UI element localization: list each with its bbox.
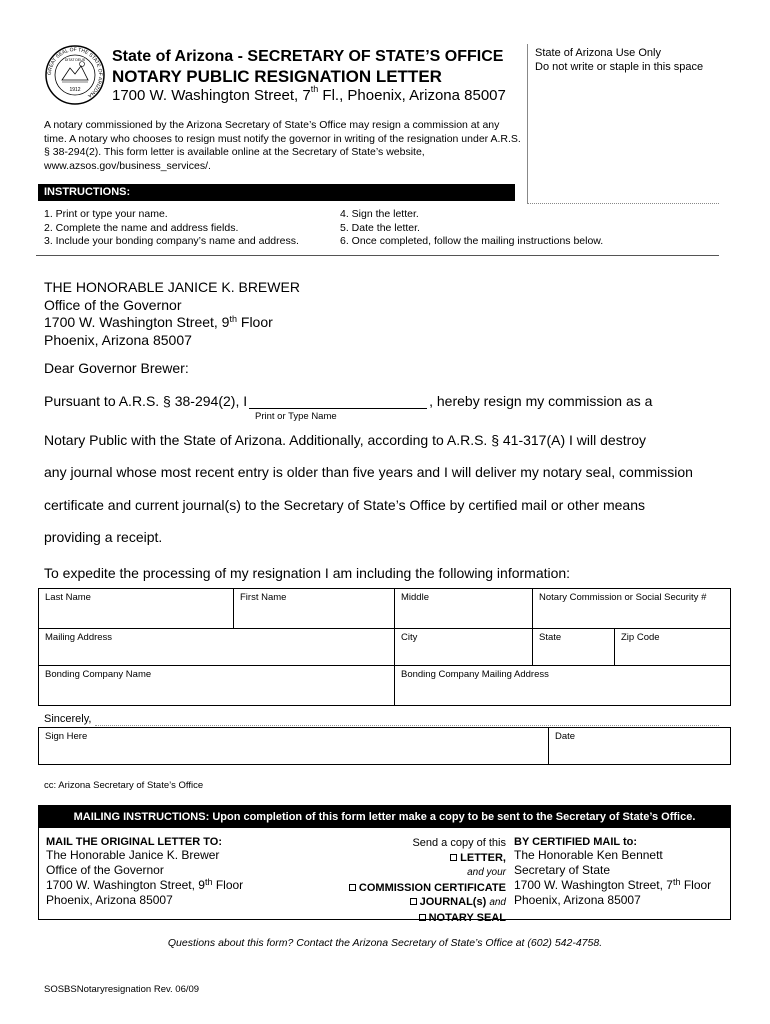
zip-code-field[interactable]: Zip Code (621, 632, 660, 643)
use-only-divider (527, 44, 528, 204)
commission-certificate-checkbox[interactable] (349, 884, 356, 891)
mail-original-to: MAIL THE ORIGINAL LETTER TO: The Honorable Janice K. Brewer Office of the Governor 1700 W. Washington Street, 9th Floor Phoenix, Arizona 85007 (46, 836, 244, 907)
svg-text:1912: 1912 (69, 87, 81, 93)
instruction-item: 4. Sign the letter. (340, 208, 419, 220)
letter-checkbox[interactable] (450, 854, 457, 861)
letter-line-5: providing a receipt. (44, 529, 163, 545)
mailing-instructions-bar: MAILING INSTRUCTIONS: Upon completion of this form letter make a copy to be sent to the Secretary of State’s Office. (39, 806, 730, 828)
letter-line-6: To expedite the processing of my resignation I am including the following information: (44, 565, 571, 581)
salutation: Dear Governor Brewer: (44, 360, 189, 376)
bonding-company-name-field[interactable]: Bonding Company Name (39, 666, 395, 705)
form-revision: SOSBSNotaryresignation Rev. 06/09 (44, 984, 200, 995)
intro-paragraph: A notary commissioned by the Arizona Secretary of State’s Office may resign a commission at any time. A notary who chooses to resign must notify the governor in writing of the resignation under A.R.S. § 38-294(2). This form letter is available online at the Secretary of State’s website, www.azsos.gov/business_services/. (44, 119, 521, 172)
commission-number-field[interactable]: Notary Commission or Social Security # (539, 592, 707, 603)
signature-row (38, 727, 731, 765)
sincerely-rule (95, 725, 719, 726)
letter-line-2: Notary Public with the State of Arizona. Additionally, according to A.R.S. § 41-317(A) I will destroy (44, 432, 647, 448)
svg-text:DITAT DEUS: DITAT DEUS (64, 58, 86, 62)
sincerely-label: Sincerely, (44, 713, 92, 725)
instruction-item: 5. Date the letter. (340, 221, 420, 234)
letter-line-3: any journal whose most recent entry is older than five years and I will deliver my notary seal, commission (44, 464, 693, 480)
instruction-item: 2. Complete the name and address fields. (44, 221, 239, 234)
letter-line-1: Pursuant to A.R.S. § 38-294(2), I , hereby resign my commission as a (44, 393, 653, 409)
svg-text:GREAT SEAL OF THE STATE OF ARI: GREAT SEAL OF THE STATE OF ARIZONA (46, 46, 104, 99)
last-name-field[interactable]: Last Name (39, 589, 234, 628)
state-use-only-box: State of Arizona Use Only Do not write or staple in this space (535, 47, 704, 73)
instructions-left (44, 208, 299, 249)
bonding-company-address-field[interactable]: Bonding Company Mailing Address (401, 669, 549, 680)
office-address: 1700 W. Washington Street, 7th Fl., Phoenix, Arizona 85007 (112, 84, 506, 104)
state-office-title: State of Arizona - SECRETARY OF STATE’S OFFICE (112, 48, 504, 65)
cc-line: cc: Arizona Secretary of State’s Office (44, 780, 204, 791)
letter-line-4: certificate and current journal(s) to the Secretary of State’s Office by certified mail or other means (44, 497, 645, 513)
info-table (38, 588, 731, 706)
city-field[interactable]: City (395, 629, 533, 665)
instruction-item: 6. Once completed, follow the mailing instructions below. (340, 235, 604, 247)
instructions-right (340, 208, 603, 249)
notary-seal-checkbox[interactable] (419, 914, 426, 921)
form-title: NOTARY PUBLIC RESIGNATION LETTER (112, 67, 442, 86)
section-divider (36, 255, 719, 256)
mailing-address-field[interactable]: Mailing Address (39, 629, 395, 665)
arizona-state-seal (44, 44, 106, 106)
name-input-line[interactable] (249, 395, 427, 409)
state-field[interactable]: State (533, 629, 615, 665)
date-field[interactable]: Date (555, 731, 576, 742)
instructions-heading: INSTRUCTIONS: (38, 184, 515, 201)
certified-mail-to: BY CERTIFIED MAIL to: The Honorable Ken Bennett Secretary of State 1700 W. Washington Street, 7th Floor Phoenix, Arizona 85007 (514, 836, 712, 907)
use-only-bottom-rule (527, 203, 719, 204)
journal-checkbox[interactable] (410, 898, 417, 905)
copy-checklist: Send a copy of this LETTER, and your COMMISSION CERTIFICATE JOURNAL(s) and NOTARY SEAL (330, 836, 506, 925)
contact-note: Questions about this form? Contact the Arizona Secretary of State’s Office at (602) 542-4758. (167, 937, 603, 949)
middle-name-field[interactable]: Middle (395, 589, 533, 628)
instruction-item: 3. Include your bonding company’s name and address. (44, 235, 299, 247)
name-caption: Print or Type Name (255, 411, 337, 422)
recipient-address: THE HONORABLE JANICE K. BREWER Office of the Governor 1700 W. Washington Street, 9th Floor Phoenix, Arizona 85007 (44, 279, 300, 348)
first-name-field[interactable]: First Name (234, 589, 395, 628)
instruction-item: 1. Print or type your name. (44, 208, 168, 220)
signature-field[interactable]: Sign Here (39, 728, 549, 764)
